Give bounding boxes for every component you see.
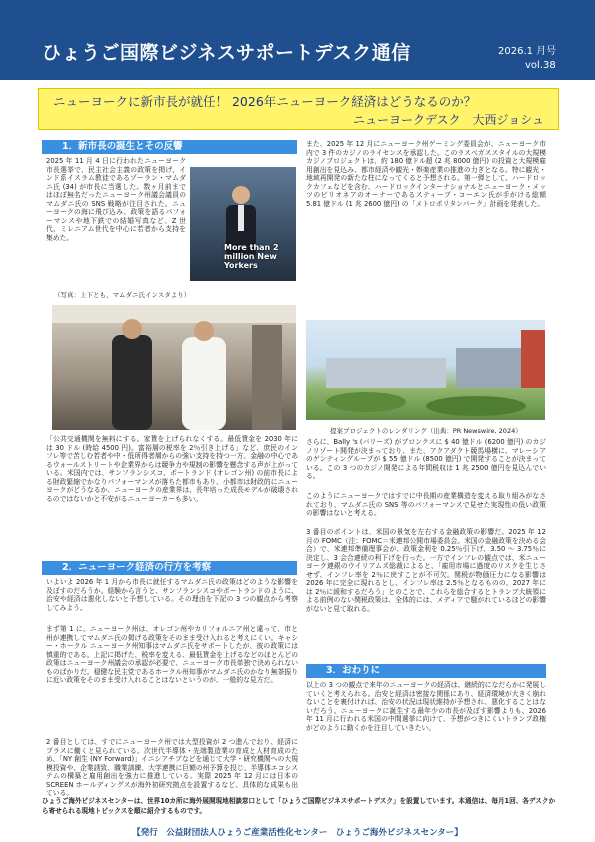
- section-3-paragraph-1: 以上の 3 つの観点で来年のニューヨークの経済は、継続的になだらかに発展していくと考えられる。治安と経済は密接な関係にあり、経済環境が大きく崩れないことを裏付ければ、治安の状況は現状維持が予想され、悪化することはないだろう。ニューヨークに誕生する最年少の市長が及ぼす影響よりも、2026 年 11 月に行われる米国の中間選挙に向けて、予想がつきにくいトランプ政権がどのように動くかを注目していきたい。: [306, 681, 546, 732]
- section-2-paragraph-2: まず第 1 に、ニューヨーク州は、オレゴン州やカリフォルニア州と違って、市と州が連携してマムダニ氏の掲げる政策をそのまま受け入れると考えにくい。キャシー・ホークル ニューヨーク州知事はマムダニ氏をサポートしたが、彼の政策には慎重的である。上記に掲げた、税率を変える、最低賃金を上げるなどのほとんどの政策はニューヨーク州議会の承認が必要で、ニューヨーク市長単独で決められないものばかりだ。穏健な民主党であるホークル州知事がマムダニ氏のかなり無茶振りに近い政策をそのまま受け入れることはないというのが、一般的な見方だ。: [46, 625, 298, 684]
- photo-caption-1: （写真：上下とも、マムダニ氏インスタより）: [54, 291, 191, 299]
- section-2-paragraph-6: このようにニューヨークではすでに中長期の産業構造を変える取り組みがなされており、マムダニ氏の SNS 等のパフォーマンスで見せた実現性の低い政策の影響はないと考える。: [306, 492, 546, 517]
- photo-casino-rendering: [306, 320, 545, 420]
- section-2-paragraph-3: 2 番目としては、すでにニューヨーク州では大型投資が 2 つ進んでおり、経済にプラスに働くと見られている。次世代半導体・先端製造業の育成と人材育成のため、「NY 創生 (NY Forward)」イニシアチブなどを通じて大学・研究機関への大規模投資や、企業誘致、職業訓練、大学連携に巨額の州予算を投じ、半導体エコシステムの構築と雇用創出を強力に推進している。実際 2025 年 12 月には日本の SCREEN ホールディングスが海外初研究拠点を設置するなど、具体的な成果も出ている。: [46, 738, 298, 797]
- section-heading-2: 2．ニューヨーク経済の行方を考察: [42, 561, 297, 575]
- subway-scene-icon: [52, 305, 296, 430]
- publisher-note: ひょうご海外ビジネスセンターは、世界10カ所に海外展開現地相談窓口として「ひょうご国際ビジネスサポートデスク」を設置しています。本通信は、毎月1回、各デスクから寄せられる現地トピックスを順に紹介するものです。: [42, 797, 556, 815]
- newsletter-title: ひょうご国際ビジネスサポートデスク通信: [42, 42, 411, 64]
- headline-box: [38, 88, 559, 130]
- publisher-footer: 【発行 公益財団法人ひょうご産業活性化センター ひょうご海外ビジネスセンター】: [132, 828, 463, 838]
- issue-date: 2026.1 月号: [498, 46, 557, 57]
- section-1-paragraph-1: 2025 年 11 月 4 日に行われたニューヨーク市長選挙で、民主社会主義の政策を掲げ、インド系イスラム教徒であるゾーラン・マムダニ氏 (34) が市長に当選した。数ヶ月前まではほぼ無名だったニューヨーク州議会議員のマムダニ氏の SNS 戦略が注目された。ニューヨークの海に飛び込み、政策を語るパフォーマンスや地下鉄での結婚写真など、Z 世代、ミレニアム世代を中心に若者から支持を集めた。: [46, 157, 186, 242]
- section-2-paragraph-4: また、2025 年 12 月にニューヨーク州ゲーミング委員会が、ニューヨーク市内で 3 件のカジノのライセンスを承認した。このラスベガススタイルの大規模カジノプロジェクトは、約 180 億ドル超 (2 兆 8000 億円) の投資と大規模雇用創出を見込み、都市経済や観光・娯楽産業の推進の力ぎとなる。特に観光・地域再開発の新たな柱になってくると予想される。第一弾として、ハードロックカフェなどを含む、ハードロックインターナショナルとニューヨーク・メッツのビリオネアのオーナーであるスティーブ・コーエン氏が手がける総額 5.81 億ドル (1 兆 2600 億円) の「メトロポリタンパーク」計画を発表した。: [306, 140, 546, 208]
- section-2-paragraph-1: いよいよ 2026 年 1 月から市長に就任するマムダニ氏の政策はどのような影響を及ぼすのだろうか。経験から言うと、サンフランシスコやポートランドのように、治安や経済は悪化しないと予想している。その理由を下記の 3 つの観点から考察してみよう。: [46, 578, 298, 612]
- photo-overlay-text: More than 2 million New Yorkers: [224, 243, 279, 270]
- building-rendering-icon: [306, 320, 545, 420]
- photo-subway-wedding: [52, 305, 296, 430]
- masthead: [0, 0, 595, 80]
- photo-caption-2: 提案プロジェクトのレンダリング（出典：PR Newswire, 2024）: [330, 427, 522, 435]
- section-heading-3: 3．おわりに: [306, 664, 546, 678]
- section-2-paragraph-7: 3 番目のポイントは、米国の景気を左右する金融政策の影響だ。2025 年 12 月の FOMC（注：FOMC＝米連邦公開市場委員会。米国の金融政策を決める会合）で、米連邦準備理事会が、政策金利を 0.25％引下げ、3.50 ～ 3.75％に決定し、3 会合連続の利下げを行った。一方でインフレの観点では、米ニューヨーク連銀のウイリアムズ総裁によると、「雇用市場に過度のリスクを生じさせず、インフレ率を 2％に戻すことが不可欠。関税が物価圧力になる影響は 2026 年に完全に現れるとし、インフレ率は 2.5％となるものの、2027 年には 2％に緩和するだろう」とのことで、これらを総合するとトランプ大統領による前例のない関税政策は、全体的には、メディアで騒がれているほどの影響がないと見て取れる。: [306, 528, 546, 613]
- article-headline: ニューヨークに新市長が就任！ 2026年ニューヨーク経済はどうなるのか？: [53, 94, 477, 109]
- photo-mayor-portrait: [190, 167, 296, 281]
- issue-volume: vol.38: [525, 60, 556, 71]
- section-heading-1: 1．新市長の誕生とその反響: [42, 140, 297, 154]
- section-2-paragraph-5: さらに、Bally 's (バリーズ) がブロンクスに $ 40 億ドル (6200 億円) のカジノリゾート開発が決まっており、また、アクアダクト競馬場横に、マレーシアのゲンティングループが $ 55 億ドル (8500 億円) で開発することが決まっている。この 3 つのカジノ開発による年間税収は 1 兆 2500 億円を見込んでいる。: [306, 438, 546, 480]
- article-byline: ニューヨークデスク 大西ジョシュ: [352, 113, 544, 127]
- section-1-paragraph-2: 「公共交通機関を無料にする。家賃を上げられなくする。最低賃金を 2030 年には 30 ドル (時給 4500 円)。富裕層の税率を 2％引き上げる」など、庶民のインフレ等で苦しむ若者や中・低所得者層からの強い支持を持つ一方、金融の中心であるウォールストリートや企業界からは競争力や規制の影響を懸念する声が上がっている。米国内では、サンフランシスコ、ポートランド (オレゴン州) の前市長による財政緊縮でかなりパフォーマンスが落ちた都市もあり、小都市は財政的にニューヨークがどうなるか、ニューヨークの産業界は、長年培った成長モデルが破壊されるのではないかと不安がるニューヨーカーも多い。: [46, 435, 298, 503]
